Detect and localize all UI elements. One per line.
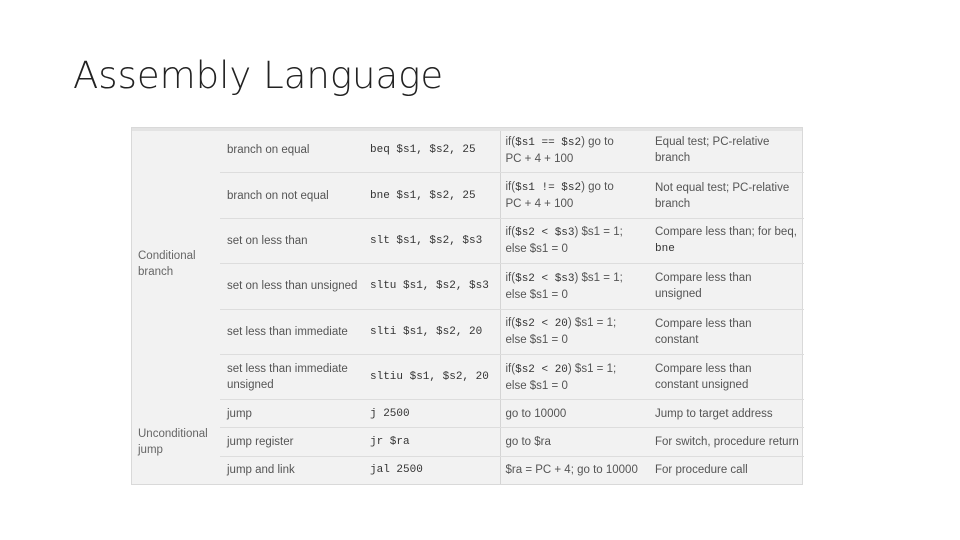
instruction-example: jal 2500 xyxy=(370,464,423,477)
instruction-comment: Jump to target address xyxy=(650,400,804,428)
category-unconditional-jump: Unconditional jump xyxy=(138,427,208,456)
instruction-comment: Compare less than; for beq, bne xyxy=(650,218,804,263)
instruction-comment: Not equal test; PC-relative branch xyxy=(650,173,804,218)
slide-title: Assembly Language xyxy=(73,54,444,97)
instruction-example: jr $ra xyxy=(365,428,500,456)
instruction-meaning: if($s2 < $s3) $s1 = 1; else $s1 = 0 xyxy=(500,264,650,309)
instruction-meaning: if($s1 == $s2) go to PC + 4 + 100 xyxy=(500,128,650,173)
table-row xyxy=(132,128,804,173)
instruction-comment: Equal test; PC-relative branch xyxy=(650,128,804,173)
instruction-meaning: if($s2 < 20) $s1 = 1; else $s1 = 0 xyxy=(500,309,650,354)
instruction-example: sltiu $s1, $s2, 20 xyxy=(365,354,500,399)
table-row xyxy=(132,218,804,263)
category-conditional-branch: Conditional branch xyxy=(138,249,196,278)
table-row xyxy=(132,173,804,218)
instruction-name: jump and link xyxy=(227,464,295,477)
instruction-comment: Compare less than constant unsigned xyxy=(650,354,804,399)
instruction-comment: Compare less than unsigned xyxy=(650,264,804,309)
instruction-name: jump xyxy=(220,400,365,428)
instruction-name: set less than immediate xyxy=(220,309,365,354)
instruction-name: set on less than unsigned xyxy=(220,264,365,309)
instruction-name: jump register xyxy=(220,428,365,456)
table-row xyxy=(132,354,804,399)
instruction-meaning: go to 10000 xyxy=(500,400,650,428)
instruction-example: slt $s1, $s2, $s3 xyxy=(365,218,500,263)
table-row xyxy=(132,456,804,484)
instruction-meaning: if($s2 < 20) $s1 = 1; else $s1 = 0 xyxy=(500,354,650,399)
instruction-example: j 2500 xyxy=(365,400,500,428)
instruction-comment: For procedure call xyxy=(655,464,748,477)
instruction-example: beq $s1, $s2, 25 xyxy=(365,128,500,173)
instruction-meaning: $ra = PC + 4; go to 10000 xyxy=(500,456,650,484)
instruction-table xyxy=(131,127,803,485)
instruction-name: set less than immediate unsigned xyxy=(220,354,365,399)
instruction-comment: Compare less than constant xyxy=(650,309,804,354)
table-row xyxy=(132,400,804,428)
instruction-example: slti $s1, $s2, 20 xyxy=(365,309,500,354)
instruction-meaning: go to $ra xyxy=(500,428,650,456)
table-row xyxy=(132,309,804,354)
instruction-name: branch on equal xyxy=(220,128,365,173)
instruction-comment: For switch, procedure return xyxy=(650,428,804,456)
instruction-name: branch on not equal xyxy=(220,173,365,218)
table-row xyxy=(132,264,804,309)
instruction-meaning: if($s1 != $s2) go to PC + 4 + 100 xyxy=(500,173,650,218)
instruction-table-grid xyxy=(132,128,804,484)
instruction-meaning: if($s2 < $s3) $s1 = 1; else $s1 = 0 xyxy=(500,218,650,263)
instruction-name: set on less than xyxy=(220,218,365,263)
instruction-example: bne $s1, $s2, 25 xyxy=(365,173,500,218)
instruction-example: sltu $s1, $s2, $s3 xyxy=(365,264,500,309)
table-row xyxy=(132,428,804,456)
